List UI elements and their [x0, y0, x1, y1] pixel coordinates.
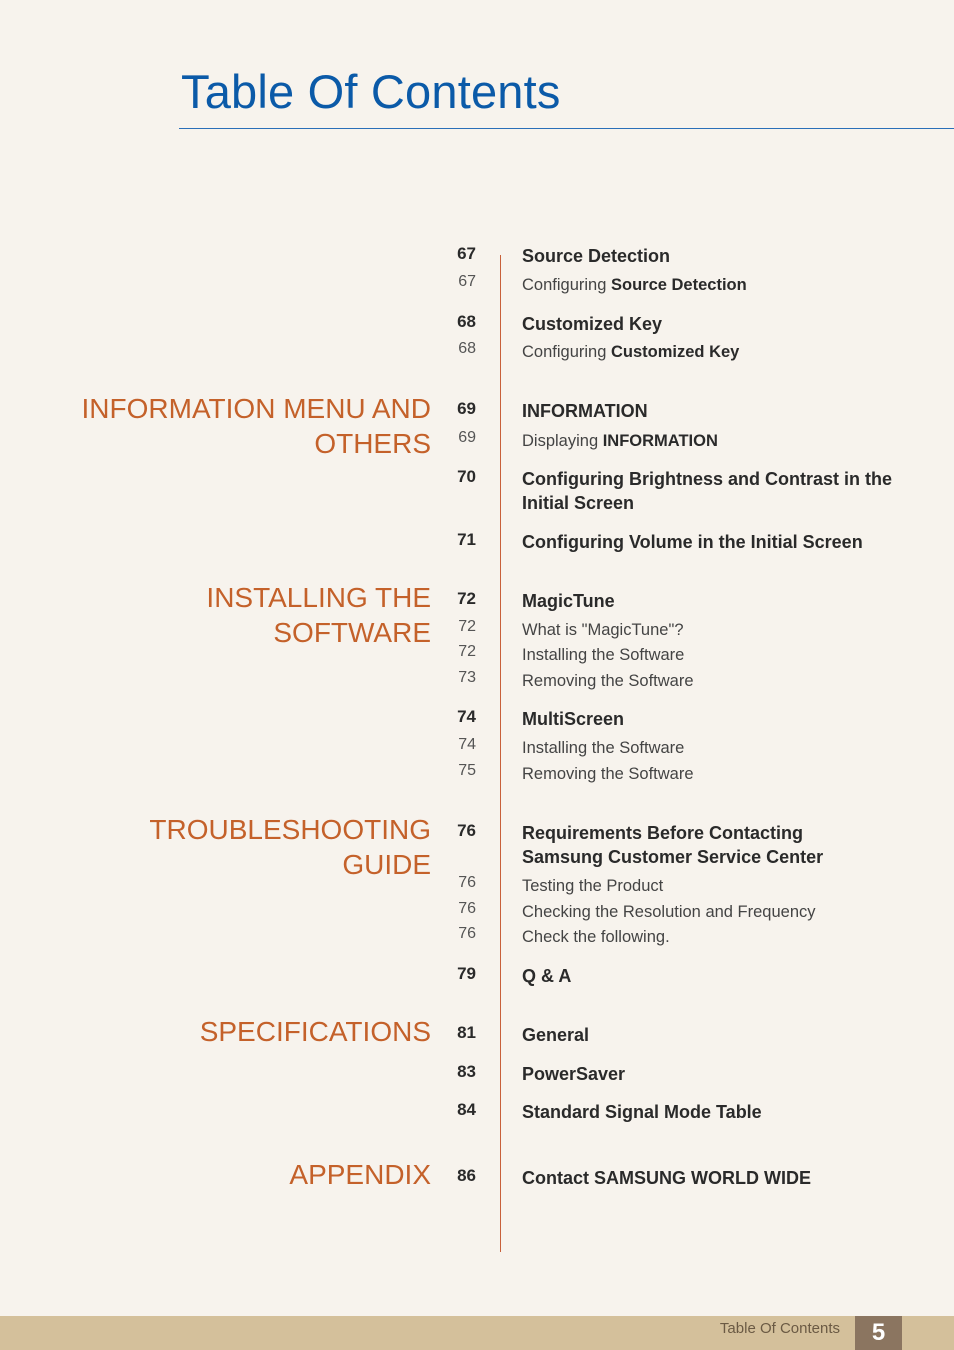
section-heading-line: INSTALLING THE — [206, 582, 431, 613]
section-heading-information-menu[interactable] — [82, 391, 431, 461]
title-rule — [179, 128, 954, 129]
toc-entry-title: MultiScreen — [522, 709, 625, 729]
toc-page-number: 79 — [457, 964, 476, 983]
toc-divider-line — [500, 255, 501, 1252]
section-heading-line: GUIDE — [342, 849, 431, 880]
toc-page-number: 68 — [458, 340, 476, 357]
toc-page-number: 74 — [458, 736, 476, 753]
toc-page-number: 81 — [457, 1023, 476, 1042]
section-heading-installing-software[interactable] — [206, 580, 431, 650]
toc-entry-title: INFORMATION — [522, 401, 648, 421]
toc-entry-title: Standard Signal Mode Table — [522, 1102, 762, 1122]
toc-subentry-bold: Source Detection — [610, 276, 747, 294]
toc-page-number: 75 — [458, 762, 476, 779]
toc-subentry-title: What is "MagicTune"? — [522, 621, 684, 639]
toc-subentry-title: Testing the Product — [522, 877, 664, 895]
toc-entry-title: General — [522, 1025, 590, 1045]
toc-page-number: 69 — [457, 399, 476, 418]
toc-entry-title: PowerSaver — [522, 1064, 626, 1084]
toc-subentry-prefix: Configuring — [522, 343, 611, 361]
toc-subentry-title — [522, 340, 902, 364]
toc-entry-title: Source Detection — [522, 246, 671, 266]
toc-entry-title: Configuring Brightness and Contrast in the Initial Screen — [522, 469, 892, 513]
toc-page-number: 76 — [457, 821, 476, 840]
toc-page-number: 70 — [457, 467, 476, 486]
toc-subentry-prefix: Displaying — [522, 432, 603, 450]
toc-entry-title: Contact SAMSUNG WORLD WIDE — [522, 1168, 811, 1188]
toc-subentry-title: Installing the Software — [522, 646, 685, 664]
section-heading-line: INFORMATION MENU AND — [81, 393, 431, 424]
toc-page-number: 72 — [458, 618, 476, 635]
toc-subentry-title: Check the following. — [522, 928, 670, 946]
toc-entry-title: Customized Key — [522, 314, 663, 334]
toc-page-number: 76 — [458, 925, 476, 942]
section-heading-appendix[interactable] — [289, 1157, 431, 1192]
section-heading-line: TROUBLESHOOTING — [149, 814, 431, 845]
page-title: Table Of Contents — [181, 65, 561, 118]
toc-page-number: 67 — [457, 244, 476, 263]
page-number-badge: 5 — [855, 1316, 902, 1350]
section-heading-troubleshooting[interactable] — [149, 812, 431, 882]
toc-page-number: 67 — [458, 273, 476, 290]
toc-subentry-bold: Customized Key — [610, 343, 740, 361]
section-heading-line: OTHERS — [314, 428, 431, 459]
section-heading-line: SOFTWARE — [273, 617, 431, 648]
toc-page-number: 72 — [457, 589, 476, 608]
section-heading-line: APPENDIX — [289, 1159, 431, 1190]
toc-subentry-title — [522, 429, 902, 453]
toc-subentry-title: Checking the Resolution and Frequency — [522, 903, 816, 921]
toc-page-number: 73 — [458, 669, 476, 686]
toc-page-number: 86 — [457, 1166, 476, 1185]
toc-entry-title: Requirements Before Contacting Samsung Customer Service Center — [522, 823, 824, 867]
toc-entry-title: MagicTune — [522, 591, 615, 611]
toc-subentry-title — [522, 273, 902, 297]
toc-entry-title: Q & A — [522, 966, 572, 986]
toc-entry-title: Configuring Volume in the Initial Screen — [522, 532, 863, 552]
toc-subentry-title: Installing the Software — [522, 739, 685, 757]
toc-page-number: 74 — [457, 707, 476, 726]
toc-page-number: 76 — [458, 874, 476, 891]
toc-subentry-prefix: Configuring — [522, 276, 611, 294]
toc-page-number: 72 — [458, 643, 476, 660]
toc-subentry-title: Removing the Software — [522, 672, 694, 690]
toc-page-number: 69 — [458, 429, 476, 446]
toc-subentry-bold: INFORMATION — [602, 432, 718, 450]
section-heading-line: SPECIFICATIONS — [199, 1016, 431, 1047]
toc-page-number: 76 — [458, 900, 476, 917]
toc-subentry-title: Removing the Software — [522, 765, 694, 783]
toc-page-number: 68 — [457, 312, 476, 331]
toc-page-number: 84 — [457, 1100, 476, 1119]
toc-page-number: 71 — [457, 530, 476, 549]
footer-label: Table Of Contents — [719, 1320, 840, 1337]
toc-page-number: 83 — [457, 1062, 476, 1081]
section-heading-specifications[interactable] — [200, 1014, 431, 1049]
